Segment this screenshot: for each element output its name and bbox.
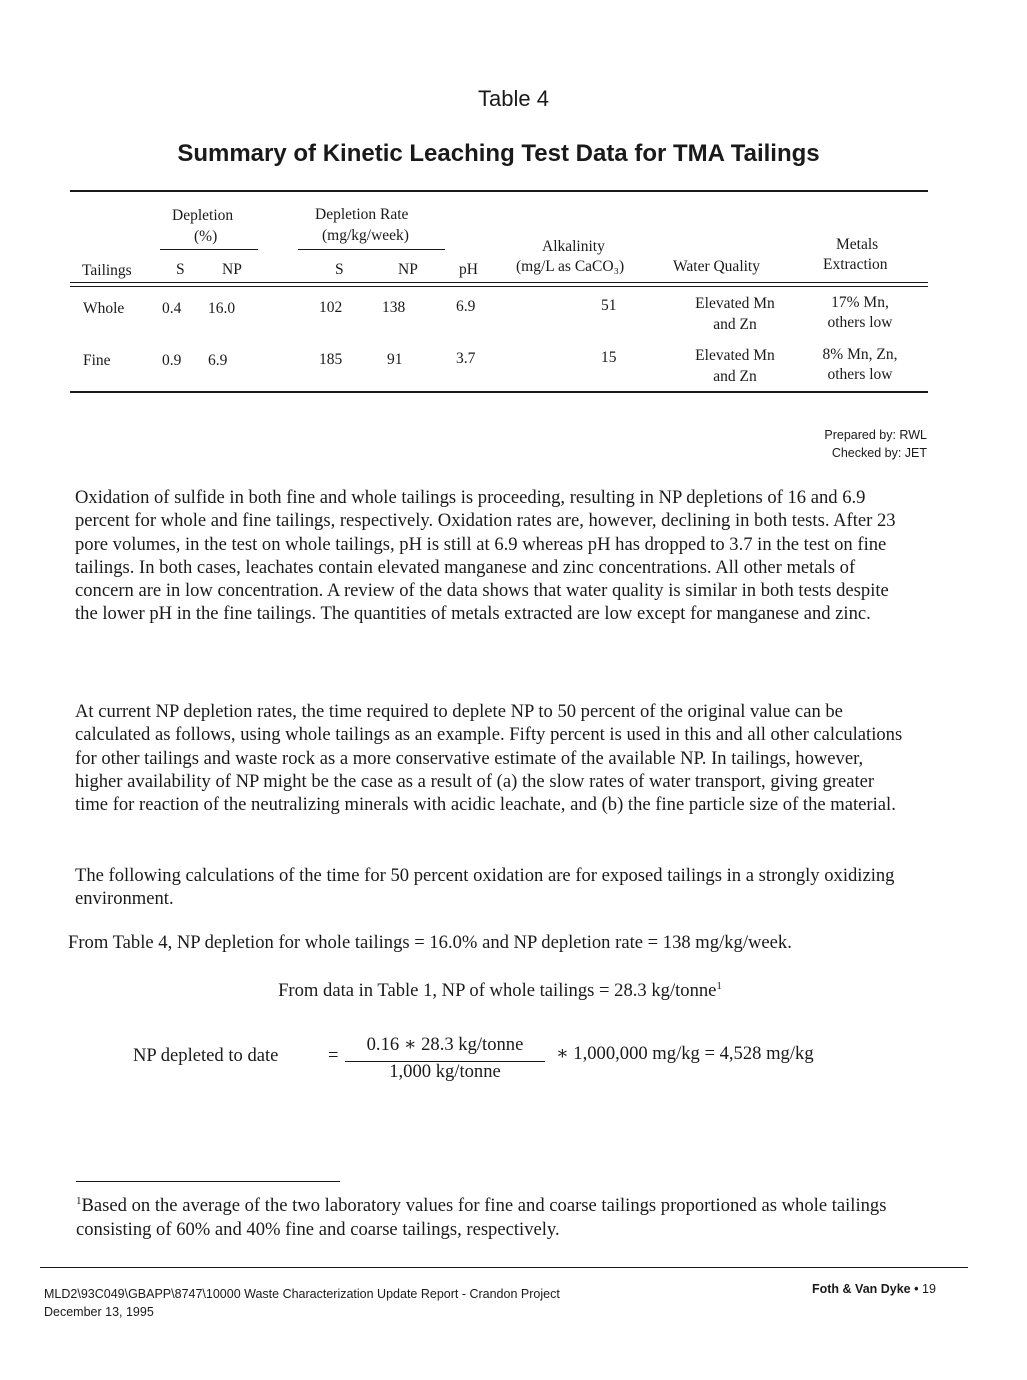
- cell-metals: others low: [827, 366, 893, 383]
- cell-rate-s: 102: [319, 299, 343, 316]
- footnote-marker: 1: [76, 1194, 82, 1207]
- fraction-numerator: 0.16 ∗ 28.3 kg/tonne: [366, 1034, 524, 1055]
- cell-s: 0.9: [162, 352, 182, 369]
- cell-water-quality: and Zn: [713, 368, 757, 385]
- footer-bullet: •: [914, 1282, 919, 1296]
- cell-s: 0.4: [162, 300, 182, 317]
- table-top-rule: [70, 190, 928, 192]
- prepared-by: Prepared by: RWL: [824, 428, 927, 442]
- table-bottom-rule: [70, 391, 928, 393]
- calc-line-table1-text: From data in Table 1, NP of whole tailings = 28.3 kg/tonne: [278, 980, 717, 1001]
- cell-metals: 17% Mn,: [831, 294, 889, 311]
- footer-company: Foth & Van Dyke: [812, 1282, 911, 1296]
- header-rate-np: NP: [398, 261, 418, 278]
- paragraph-calculations-intro: The following calculations of the time for 50 percent oxidation are for exposed tailings in a strongly oxidizing environment.: [75, 865, 895, 910]
- table-number: Table 4: [478, 86, 549, 111]
- header-bottom-rule-1: [70, 282, 928, 283]
- footer-path: MLD2\93C049\GBAPP\8747\10000 Waste Characterization Update Report - Crandon Project: [44, 1287, 560, 1301]
- np-depleted-result: ∗ 1,000,000 mg/kg = 4,528 mg/kg: [556, 1043, 814, 1064]
- header-metals: Metals: [836, 236, 879, 253]
- header-s: S: [176, 261, 185, 278]
- header-ph: pH: [459, 261, 478, 278]
- header-depletion: Depletion: [172, 207, 234, 224]
- cell-np: 6.9: [208, 352, 228, 369]
- header-np: NP: [222, 261, 242, 278]
- cell-metals: others low: [827, 314, 893, 331]
- footer-document-info: [44, 1285, 560, 1321]
- cell-tailings: Whole: [83, 300, 125, 317]
- equals-sign: =: [328, 1045, 339, 1066]
- cell-metals: 8% Mn, Zn,: [822, 346, 898, 363]
- header-alkalinity-unit: (mg/L as CaCO₃): [516, 258, 625, 275]
- cell-water-quality: Elevated Mn: [695, 347, 775, 364]
- cell-np: 16.0: [208, 300, 236, 317]
- calc-line-table4: From Table 4, NP depletion for whole tailings = 16.0% and NP depletion rate = 138 mg/kg/week.: [68, 932, 792, 953]
- cell-alkalinity: 51: [601, 297, 617, 314]
- footer-date: December 13, 1995: [44, 1305, 154, 1319]
- rate-underline: [298, 249, 445, 250]
- paragraph-oxidation: Oxidation of sulfide in both fine and whole tailings is proceeding, resulting in NP depletions of 16 and 6.9 percent for whole and fine tailings, respectively. Oxidation rates are, however, declining in both tests. After 23 pore volumes, in the test on whole tailings, pH is still at 6.9 whereas pH has dropped to 3.7 in the test on fine tailings. In both cases, leachates contain elevated manganese and zinc concentrations. All other metals of concern are in low concentration. A review of the data shows that water quality is similar in both tests despite the lower pH in the fine tailings. The quantities of metals extracted are low except for manganese and zinc.: [75, 487, 896, 625]
- header-rate-s: S: [335, 261, 344, 278]
- header-alkalinity: Alkalinity: [542, 238, 605, 255]
- calc-line-table1: [0, 980, 1000, 1002]
- fraction-denominator: 1,000 kg/tonne: [389, 1061, 501, 1082]
- header-depletion-rate-unit: (mg/kg/week): [322, 227, 409, 244]
- footer-rule: [40, 1267, 968, 1268]
- depletion-underline: [160, 249, 258, 250]
- cell-rate-np: 91: [387, 351, 403, 368]
- header-depletion-unit: (%): [194, 228, 218, 245]
- checked-by: Checked by: JET: [831, 446, 927, 460]
- cell-rate-np: 138: [382, 299, 406, 316]
- header-depletion-rate: Depletion Rate: [315, 206, 409, 223]
- footnote-ref: 1: [716, 979, 722, 992]
- cell-tailings: Fine: [83, 352, 111, 369]
- cell-rate-s: 185: [319, 351, 343, 368]
- footer-page-number: 19: [922, 1282, 936, 1296]
- header-water-quality: Water Quality: [673, 258, 760, 275]
- cell-water-quality: Elevated Mn: [695, 295, 775, 312]
- cell-ph: 6.9: [456, 298, 476, 315]
- cell-alkalinity: 15: [601, 349, 617, 366]
- paragraph-np-depletion-rates: At current NP depletion rates, the time required to deplete NP to 50 percent of the original value can be calculated as follows, using whole tailings as an example. Fifty percent is used in this and all other calculations for other tailings and waste rock as a more conservative estimate of the available NP. In tailings, however, higher availability of NP might be the case as a result of (a) the slow rates of water transport, giving greater time for reaction of the neutralizing minerals with acidic leachate, and (b) the fine particle size of the material.: [75, 701, 903, 816]
- cell-ph: 3.7: [456, 350, 476, 367]
- footnote-separator: [76, 1181, 340, 1182]
- header-bottom-rule-2: [70, 286, 928, 287]
- np-depleted-label: NP depleted to date: [133, 1045, 279, 1066]
- table-title: Summary of Kinetic Leaching Test Data for TMA Tailings: [177, 140, 820, 167]
- header-tailings: Tailings: [82, 262, 132, 279]
- header-metals-extraction: Extraction: [823, 256, 888, 273]
- footer-page-info: [812, 1282, 936, 1296]
- footnote-text: Based on the average of the two laboratory values for fine and coarse tailings proportioned as whole tailings consisting of 60% and 40% fine and coarse tailings, respectively.: [76, 1195, 887, 1240]
- footnote: [76, 1194, 936, 1242]
- cell-water-quality: and Zn: [713, 316, 757, 333]
